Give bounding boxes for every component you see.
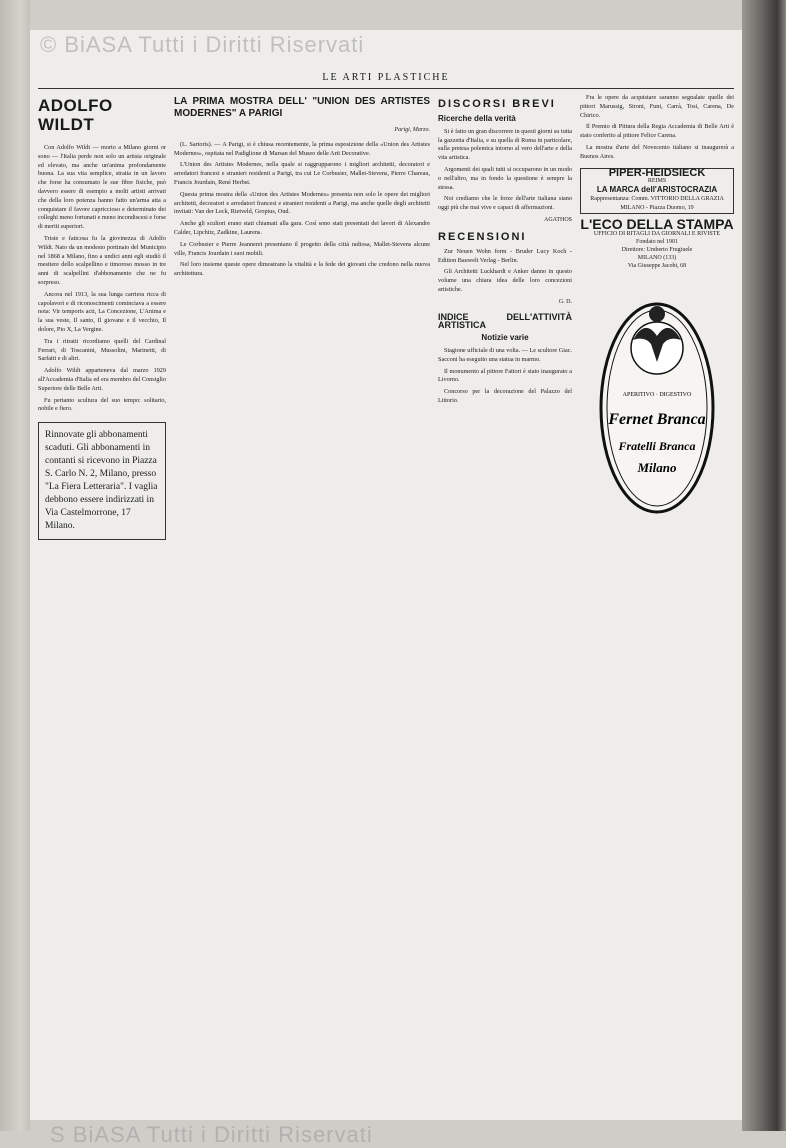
paragraph: Tra i ritratti ricordiamo quelli del Cardinal Ferrari, di Toscanini, Mussolini, Marinetti, di Sarfatti e di altri.	[38, 337, 166, 363]
signature: AGATHOS	[543, 216, 572, 223]
paragraph: Fra le opere da acquistare saranno segnalate quelle dei pittori Marussig, Sironi, Funi, Carrà, Tosi, Carena, De Chirico.	[580, 94, 734, 119]
paragraph: Anche gli scultori erano stati chiamati alla gara. Così sono stati presentati dei lavori di Alexandre Calder, Lipchitz, Zadkine, Laurens.	[174, 220, 430, 236]
newspaper-page	[30, 30, 742, 1147]
fernet-brand: Fernet Branca	[608, 411, 706, 429]
signature: G. D.	[558, 298, 572, 305]
header-rule	[38, 88, 734, 89]
book-binding	[0, 0, 30, 1131]
paragraph: Zur Neuen Wohn form - Bruder Lucy Koch - Edition Bauwelt Verlag - Berlin.	[438, 247, 572, 264]
fernet-ring: APERITIVO · DIGESTIVO	[622, 392, 692, 399]
column-notices	[580, 94, 734, 1104]
paragraph: Ancora nel 1913, la sua lunga carriera ricca di capolavori e di riconoscimenti cominciava a essere nota: Vir temporis acti, La Concezione, L'Anima e la sua veste, Il santo, Il giovane e il vecchio, Il dolore, Pio X, La Vergine.	[38, 290, 166, 333]
column-union	[174, 94, 430, 1104]
subtitle: Ricerche della verità	[438, 114, 516, 123]
paragraph: Adolfo Wildt apparteneva dal marzo 1929 all'Accademia d'Italia ed era membro del Consiglio Superiore delle Belle Arti.	[38, 367, 166, 392]
paragraph: Con Adolfo Wildt — morto a Milano giorni or sono — l'Italia perde non solo un artista originale ed elevato, ma anche un'anima profondamente buona. La sua vita semplice, straita in un lavoro che forse ha consumato le sue fibre fisiche, può davvero essere di esempio a molti artisti arrivati che della loro potenza hanno fatto un'arma atta a conquistare il favore capriccioso e determinato dei colleghi meno fortunati e meno incondiscesi e forse di meriti superiori.	[38, 144, 166, 231]
section-title-indice: INDICE DELL'ATTIVITÀ ARTISTICA	[438, 311, 572, 331]
paragraph: Questa prima mostra della «Union des Artistes Modernes» presenta non solo le opere dei migliori architetti, decoratori e arredatori francesi e stranieri residenti a Parigi, ma anche quelle degli architetti invitati: Van der Leck, Rietveld, Gropius, Oud.	[174, 190, 430, 216]
ad-brand: PIPER-HEIDSIECK	[608, 166, 706, 179]
paragraph: Noi crediamo che le forze dell'arte italiana siano oggi più che mai vive e capaci di affermazioni.	[438, 195, 572, 212]
eco-line: Via Giuseppe Jacobi, 68	[627, 263, 687, 270]
fernet-sub: Fratelli Branca	[618, 439, 696, 454]
book-edge	[742, 0, 786, 1131]
running-head: LE ARTI PLASTICHE	[322, 72, 450, 83]
subtitle: Notizie varie	[481, 333, 529, 343]
paragraph: Stagione ufficiale di una volta. — Le scultore Giac. Sacconi ha eseguito una statua in marmo.	[438, 346, 572, 363]
ad-city: REIMS	[647, 178, 667, 185]
paragraph: (L. Sartoris). — A Parigi, si è chiusa recentemente, la prima esposizione della «Union des Artistes Modernes», ospitata nel Padiglione di Marsan del Museo delle Arti Decorative.	[174, 140, 430, 157]
paragraph: Concorso per la decorazione del Palazzo del Littorio.	[438, 388, 572, 404]
paragraph: Si è fatto un gran discorrere in questi giorni su tutta la gazzetta d'Italia, e su quella di Roma in particolare, sulla pretesa polemica intorno al vero dell'arte e della vita artistica.	[438, 127, 572, 162]
fernet-branca-label	[597, 278, 717, 518]
paragraph: Nel loro insieme queste opere dimostrano la vitalità e la fede dei giovani che credono nella nuova architettura.	[174, 261, 430, 278]
eco-line: MILANO (133)	[637, 255, 677, 262]
ad-tagline: LA MARCA dell'ARISTOCRAZIA	[596, 185, 718, 195]
paragraph: L'Union des Artistes Modernes, nella quale si raggrupparono i migliori architetti, decoratori e arredatori francesi e stranieri residenti a Parigi, tra cui Le Corbusier, Mallet-Stevens, Pierre Chareau, Francis Jourdain, René Herbst.	[174, 161, 430, 186]
eco-stampa-ad	[580, 230, 734, 270]
ad-agent: Rappresentanza: Comm. VITTORIO DELLA GRAZIA	[590, 195, 724, 202]
piper-heidsieck-ad	[580, 168, 734, 214]
section-title-recensioni: RECENSIONI	[438, 230, 527, 243]
paragraph: Fu pertanto scultura del suo tempo: solitario, nobile e fiero.	[38, 396, 166, 413]
paragraph: Argomenti dei quali tutti si occuparono in un modo o nell'altro, ma in fondo la questione è sempre la stessa.	[438, 165, 572, 191]
watermark-bottom: S BiASA Tutti i Diritti Riservati	[50, 1122, 373, 1147]
section-title-discorsi: DISCORSI BREVI	[438, 98, 556, 110]
paragraph: Triste e faticosa fu la giovinezza di Adolfo Wildt. Nato da un modesto portinaio del Municipio nel 1868 a Milano, fino a undici anni egli studiò il mestiere dello scalpellino e timoroso mosso in tre anni di scalpellini d'abbonamento che ne fu sorpreso.	[38, 234, 166, 286]
paragraph: Gli Architetti Luckhardt e Anker danno in questo volume una chiara idea delle loro concezioni artistiche.	[438, 268, 572, 293]
dateline: Parigi, Marzo.	[394, 127, 430, 133]
article-title-wildt: ADOLFO WILDT	[38, 96, 113, 134]
watermark-top: © BiASA Tutti i Diritti Riservati	[40, 32, 365, 57]
fernet-city: Milano	[637, 460, 677, 476]
eco-line: Direttore: Umberto Frugiuele	[621, 247, 693, 254]
eco-line: UFFICIO DI RITAGLI DA GIORNALI E RIVISTE	[593, 231, 721, 238]
fernet-branca-ad	[597, 278, 717, 518]
eco-stampa-title: L'ECO DELLA STAMPA	[580, 215, 734, 232]
column-discorsi	[438, 94, 572, 1104]
paragraph: Il Premio di Pittura della Regia Accademia di Belle Arti è stato conferito al pittore Felice Carena.	[580, 123, 734, 140]
eco-line: Fondato nel 1901	[636, 239, 678, 246]
ad-address: MILANO - Piazza Duomo, 19	[620, 204, 694, 211]
article-title-union: LA PRIMA MOSTRA DELL' "UNION DES ARTISTES MODERNES" A PARIGI	[174, 96, 430, 119]
paragraph: Il monumento al pittore Fattori è stato inaugurato a Livorno.	[438, 367, 572, 384]
subscription-notice: Rinnovate gli abbonamenti scaduti. Gli abbonamenti in contanti si ricevono in Piazza S. Carlo N. 2, Milano, presso "La Fiera Letteraria". I vaglia debbono essere indirizzati in Via Castelmorrone, 17 Milano.	[38, 422, 166, 540]
paragraph: La mostra d'arte del Novecento italiano si inaugurerà a Buenos Aires.	[580, 143, 734, 160]
paragraph: Le Corbusier e Pierre Jeanneret presentano il progetto della città radiosa, Mallet-Stevens alcune ville, Francis Jourdain i suoi mobili.	[174, 240, 430, 257]
column-wildt	[38, 94, 166, 1104]
